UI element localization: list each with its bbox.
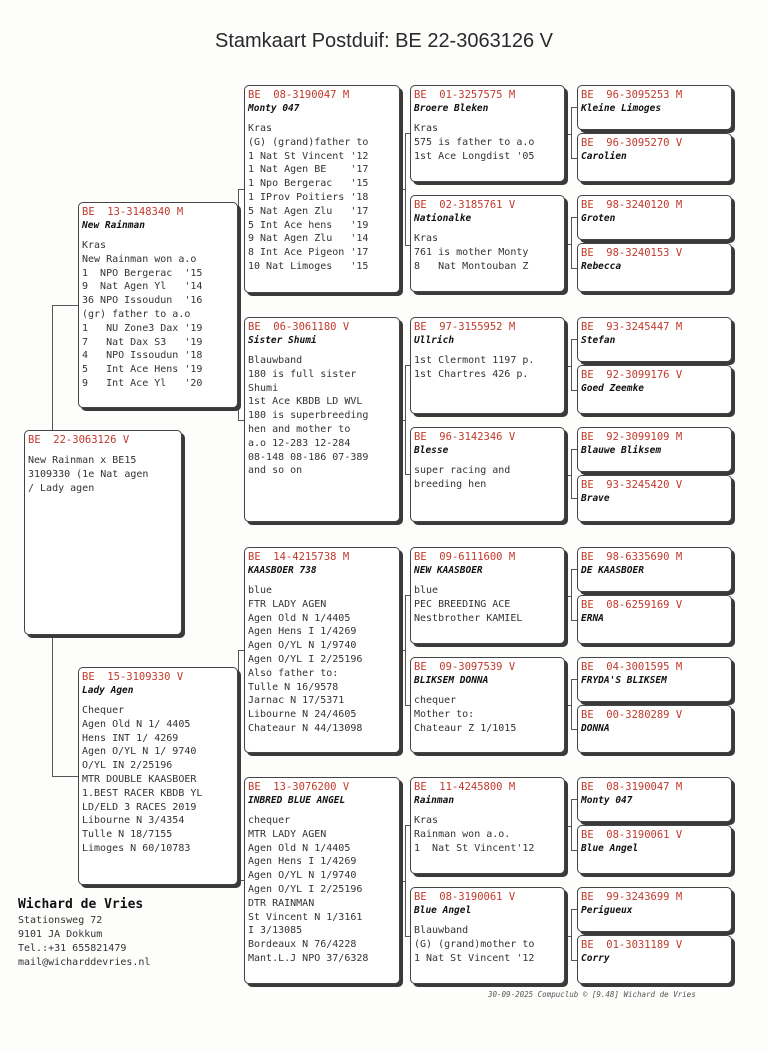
pigeon-name: KAASBOER 738 xyxy=(248,565,317,576)
detail-line: 180 is full sister xyxy=(248,368,357,380)
pigeon-name: Kleine Limoges xyxy=(581,103,662,114)
pigeon-card-g2 xyxy=(577,133,732,182)
ring-number: BE 14-4215738 M xyxy=(248,551,350,563)
owner-email: mail@wicharddevries.nl xyxy=(18,957,151,968)
detail-line: 8 Nat Montouban Z xyxy=(414,260,529,272)
detail-line: 180 is superbreeding xyxy=(248,410,369,422)
detail-line: Also father to: xyxy=(248,667,339,679)
ring-number: BE 96-3095270 V xyxy=(581,137,683,149)
pigeon-details xyxy=(245,115,399,274)
detail-line: Mant.L.J NPO 37/6328 xyxy=(248,952,369,964)
pigeon-name: Rainman xyxy=(414,795,455,806)
pigeon-details xyxy=(411,457,564,492)
detail-line: 5 Nat Agen Zlu '17 xyxy=(248,205,369,217)
pigeon-details xyxy=(79,232,237,391)
pigeon-name: Sister Shumi xyxy=(248,335,317,346)
pigeon-name: Lady Agen xyxy=(82,685,134,696)
detail-line: Nestbrother KAMIEL xyxy=(414,612,523,624)
detail-line: 1 NPO Bergerac '15 xyxy=(82,267,203,279)
ring-number: BE 01-3031189 V xyxy=(581,939,683,951)
pigeon-name: Nationalke xyxy=(414,213,472,224)
detail-line: Chateaur N 44/13098 xyxy=(248,722,363,734)
detail-line: LD/ELD 3 RACES 2019 xyxy=(82,801,197,813)
connector-line xyxy=(571,217,572,268)
detail-line: 1st Chartres 426 p. xyxy=(414,368,529,380)
detail-line: blue xyxy=(248,585,273,596)
pigeon-card-fmm xyxy=(410,427,565,522)
pigeon-card-mother xyxy=(78,667,238,885)
detail-line: Kras xyxy=(414,123,439,134)
pigeon-name: Brave xyxy=(581,493,610,504)
pigeon-card-ffm xyxy=(410,195,565,292)
detail-line: Rainman won a.o. xyxy=(414,828,511,840)
pigeon-card-g8 xyxy=(577,475,732,522)
pigeon-details xyxy=(411,577,564,625)
detail-line: 9 Int Ace Yl '20 xyxy=(82,377,203,389)
owner-street: Stationsweg 72 xyxy=(18,915,103,926)
pigeon-name: Ullrich xyxy=(414,335,455,346)
pigeon-details xyxy=(411,347,564,382)
pigeon-name: Blue Angel xyxy=(414,905,472,916)
pigeon-name: Corry xyxy=(581,953,610,964)
connector-line xyxy=(571,909,572,960)
detail-line: 1 Npo Bergerac '15 xyxy=(248,178,369,190)
connector-line xyxy=(571,339,572,390)
pigeon-card-g7 xyxy=(577,427,732,472)
pigeon-card-g4 xyxy=(577,243,732,292)
detail-line: 9 Nat Agen Yl '14 xyxy=(82,281,203,293)
detail-line: 1st Ace KBDB LD WVL xyxy=(248,396,363,408)
detail-line: Hens INT 1/ 4269 xyxy=(82,732,179,744)
detail-line: MTR DOUBLE KAASBOER xyxy=(82,773,197,785)
detail-line: a.o 12-283 12-284 xyxy=(248,437,351,449)
ring-number: BE 99-3243699 M xyxy=(581,891,683,903)
ring-number: BE 13-3076200 V xyxy=(248,781,350,793)
ring-number: BE 15-3109330 V xyxy=(82,671,184,683)
pigeon-card-g3 xyxy=(577,195,732,240)
detail-line: Agen Hens I 1/4269 xyxy=(248,856,357,868)
detail-line: (gr) father to a.o xyxy=(82,308,191,320)
detail-line: 5 Int Ace Hens '19 xyxy=(82,364,203,376)
detail-line: 36 NPO Issoudun '16 xyxy=(82,295,203,307)
detail-line: Agen Old N 1/4405 xyxy=(248,842,351,854)
page-title: Stamkaart Postduif: BE 22-3063126 V xyxy=(215,30,553,52)
pigeon-card-father xyxy=(78,202,238,408)
ring-number: BE 04-3001595 M xyxy=(581,661,683,673)
detail-line: Tulle N 18/7155 xyxy=(82,829,173,841)
pigeon-card-g10 xyxy=(577,595,732,644)
detail-line: Libourne N 3/4354 xyxy=(82,815,185,827)
detail-line: breeding hen xyxy=(414,478,487,490)
pigeon-name: Blue Angel xyxy=(581,843,639,854)
connector-line xyxy=(52,305,78,306)
detail-line: Agen Old N 1/4405 xyxy=(248,612,351,624)
ring-number: BE 92-3099109 M xyxy=(581,431,683,443)
pigeon-name: BLIKSEM DONNA xyxy=(414,675,489,686)
detail-line: 575 is father to a.o xyxy=(414,136,535,148)
detail-line: Mother to: xyxy=(414,708,475,720)
owner-city: 9101 JA Dokkum xyxy=(18,929,103,940)
detail-line: chequer xyxy=(414,695,457,706)
pigeon-card-mfm xyxy=(410,657,565,753)
pigeon-details xyxy=(411,807,564,855)
detail-line: Agen O/YL I 2/25196 xyxy=(248,883,363,895)
pigeon-details xyxy=(245,577,399,736)
detail-line: PEC BREEDING ACE xyxy=(414,598,511,610)
pigeon-card-mf xyxy=(244,547,400,753)
ring-number: BE 00-3280289 V xyxy=(581,709,683,721)
ring-number: BE 08-3190061 V xyxy=(414,891,516,903)
pigeon-details xyxy=(79,697,237,856)
detail-line: 1.BEST RACER KBDB YL xyxy=(82,787,203,799)
connector-line xyxy=(405,365,406,474)
pigeon-name: Monty 047 xyxy=(248,103,300,114)
ring-number: BE 93-3245420 V xyxy=(581,479,683,491)
detail-line: (G) (grand)mother to xyxy=(414,938,535,950)
detail-line: (G) (grand)father to xyxy=(248,136,369,148)
detail-line: 4 NPO Issoudun '18 xyxy=(82,350,203,362)
detail-line: 7 Nat Dax S3 '19 xyxy=(82,336,203,348)
owner-name: Wichard de Vries xyxy=(18,897,144,912)
pigeon-card-fff xyxy=(410,85,565,182)
pigeon-card-g11 xyxy=(577,657,732,702)
connector-line xyxy=(405,133,406,245)
connector-line xyxy=(405,825,406,936)
detail-line: Limoges N 60/10783 xyxy=(82,842,191,854)
ring-number: BE 08-6259169 V xyxy=(581,599,683,611)
ring-number: BE 02-3185761 V xyxy=(414,199,516,211)
detail-line: chequer xyxy=(248,815,291,826)
ring-number: BE 96-3142346 V xyxy=(414,431,516,443)
ring-number: BE 08-3190047 M xyxy=(581,781,683,793)
pigeon-name: NEW KAASBOER xyxy=(414,565,483,576)
connector-line xyxy=(238,189,239,420)
detail-line: Blauwband xyxy=(248,355,303,366)
detail-line: Agen O/YL N 1/9740 xyxy=(248,870,357,882)
pigeon-card-mmm xyxy=(410,887,565,984)
detail-line: Agen O/YL N 1/9740 xyxy=(248,640,357,652)
detail-line: and so on xyxy=(248,465,303,477)
detail-line: Agen Old N 1/ 4405 xyxy=(82,718,191,730)
detail-line: DTR RAINMAN xyxy=(248,897,315,909)
detail-line: St Vincent N 1/3161 xyxy=(248,911,363,923)
detail-line: 9 Nat Agen Zlu '14 xyxy=(248,233,369,245)
detail-line: 1st Clermont 1197 p. xyxy=(414,355,535,366)
detail-line: Chateaur Z 1/1015 xyxy=(414,722,517,734)
connector-line xyxy=(571,569,572,620)
pigeon-card-mff xyxy=(410,547,565,644)
detail-line: / Lady agen xyxy=(28,482,95,494)
pigeon-card-g6 xyxy=(577,365,732,414)
ring-number: BE 01-3257575 M xyxy=(414,89,516,101)
detail-line: Agen O/YL N 1/ 9740 xyxy=(82,746,197,758)
pigeon-name: Groten xyxy=(581,213,616,224)
detail-line: Chequer xyxy=(82,705,125,716)
detail-line: New Rainman won a.o xyxy=(82,253,197,265)
pigeon-details xyxy=(245,347,399,478)
detail-line: blue xyxy=(414,585,439,596)
pigeon-name: DONNA xyxy=(581,723,610,734)
pigeon-name: Rebecca xyxy=(581,261,622,272)
detail-line: Libourne N 24/4605 xyxy=(248,709,357,721)
pigeon-card-g16 xyxy=(577,935,732,984)
connector-line xyxy=(571,679,572,729)
pigeon-details xyxy=(411,115,564,163)
pigeon-card-g12 xyxy=(577,705,732,753)
ring-number: BE 09-3097539 V xyxy=(414,661,516,673)
detail-line: I 3/13085 xyxy=(248,925,303,937)
pigeon-card-ff xyxy=(244,85,400,293)
pigeon-card-mmf xyxy=(410,777,565,874)
pigeon-details xyxy=(411,225,564,273)
detail-line: hen and mother to xyxy=(248,423,351,435)
connector-line xyxy=(52,776,78,777)
pigeon-card-fmf xyxy=(410,317,565,414)
pigeon-card-g9 xyxy=(577,547,732,592)
detail-line: 3109330 (1e Nat agen xyxy=(28,468,149,480)
owner-block xyxy=(18,896,150,970)
pigeon-card-g14 xyxy=(577,825,732,874)
pigeon-name: DE KAASBOER xyxy=(581,565,644,576)
detail-line: 1 Nat St Vincent '12 xyxy=(248,150,369,162)
pigeon-name: ERNA xyxy=(581,613,604,624)
detail-line: 1 Nat St Vincent '12 xyxy=(414,952,535,964)
detail-line: Kras xyxy=(414,233,439,244)
pigeon-name: Blauwe Bliksem xyxy=(581,445,662,456)
detail-line: 1 Nat Agen BE '17 xyxy=(248,164,369,176)
detail-line: 8 Int Ace Pigeon '17 xyxy=(248,247,369,259)
pigeon-card-subject xyxy=(24,430,182,635)
detail-line: 5 Int Ace hens '19 xyxy=(248,219,369,231)
ring-number: BE 98-3240153 V xyxy=(581,247,683,259)
ring-number: BE 92-3099176 V xyxy=(581,369,683,381)
owner-phone: Tel.:+31 655821479 xyxy=(18,943,127,954)
detail-line: FTR LADY AGEN xyxy=(248,598,327,610)
connector-line xyxy=(405,595,406,705)
connector-line xyxy=(238,650,239,880)
detail-line: 10 Nat Limoges '15 xyxy=(248,260,369,272)
pigeon-card-fm xyxy=(244,317,400,522)
pigeon-name: INBRED BLUE ANGEL xyxy=(248,795,346,806)
detail-line: Bordeaux N 76/4228 xyxy=(248,939,357,951)
connector-line xyxy=(571,107,572,158)
footer-credit: 30-09-2025 Compuclub © [9.48] Wichard de Vries xyxy=(488,990,696,999)
ring-number: BE 22-3063126 V xyxy=(28,434,130,446)
ring-number: BE 98-3240120 M xyxy=(581,199,683,211)
ring-number: BE 08-3190047 M xyxy=(248,89,350,101)
pigeon-name: Broere Bleken xyxy=(414,103,489,114)
detail-line: Agen O/YL I 2/25196 xyxy=(248,653,363,665)
detail-line: Kras xyxy=(414,815,439,826)
pigeon-details xyxy=(245,807,399,966)
pigeon-details xyxy=(411,687,564,735)
pigeon-name: Goed Zeemke xyxy=(581,383,644,394)
pigeon-card-g15 xyxy=(577,887,732,932)
detail-line: Shumi xyxy=(248,382,279,394)
detail-line: Blauwband xyxy=(414,925,469,936)
detail-line: Kras xyxy=(82,240,107,251)
pigeon-name: New Rainman xyxy=(82,220,145,231)
pigeon-name: Blesse xyxy=(414,445,449,456)
ring-number: BE 93-3245447 M xyxy=(581,321,683,333)
ring-number: BE 06-3061180 V xyxy=(248,321,350,333)
pigeon-name: Perigueux xyxy=(581,905,633,916)
detail-line: O/YL IN 2/25196 xyxy=(82,760,173,772)
detail-line: 761 is mother Monty xyxy=(414,246,529,258)
connector-line xyxy=(571,799,572,850)
ring-number: BE 96-3095253 M xyxy=(581,89,683,101)
ring-number: BE 11-4245800 M xyxy=(414,781,516,793)
pigeon-card-g5 xyxy=(577,317,732,362)
detail-line: Agen Hens I 1/4269 xyxy=(248,626,357,638)
pigeon-name: FRYDA'S BLIKSEM xyxy=(581,675,667,686)
pigeon-card-mm xyxy=(244,777,400,984)
connector-line xyxy=(571,449,572,498)
detail-line: 1 IProv Poitiers '18 xyxy=(248,191,369,203)
detail-line: 1st Ace Longdist '05 xyxy=(414,150,535,162)
detail-line: MTR LADY AGEN xyxy=(248,828,327,840)
ring-number: BE 08-3190061 V xyxy=(581,829,683,841)
pigeon-name: Stefan xyxy=(581,335,616,346)
pigeon-card-g13 xyxy=(577,777,732,822)
pigeon-card-g1 xyxy=(577,85,732,130)
detail-line: 08-148 08-186 07-389 xyxy=(248,451,369,463)
ring-number: BE 97-3155952 M xyxy=(414,321,516,333)
detail-line: Kras xyxy=(248,123,273,134)
detail-line: 1 NU Zone3 Dax '19 xyxy=(82,322,203,334)
pigeon-name: Monty 047 xyxy=(581,795,633,806)
detail-line: 1 Nat St Vincent'12 xyxy=(414,842,535,854)
detail-line: New Rainman x BE15 xyxy=(28,455,137,466)
detail-line: super racing and xyxy=(414,465,511,476)
ring-number: BE 09-6111600 M xyxy=(414,551,516,563)
pigeon-details xyxy=(411,917,564,965)
detail-line: Tulle N 16/9578 xyxy=(248,681,339,693)
pigeon-details xyxy=(25,447,181,495)
detail-line: Jarnac N 17/5371 xyxy=(248,695,345,707)
ring-number: BE 13-3148340 M xyxy=(82,206,184,218)
pigeon-name: Carolien xyxy=(581,151,627,162)
ring-number: BE 98-6335690 M xyxy=(581,551,683,563)
